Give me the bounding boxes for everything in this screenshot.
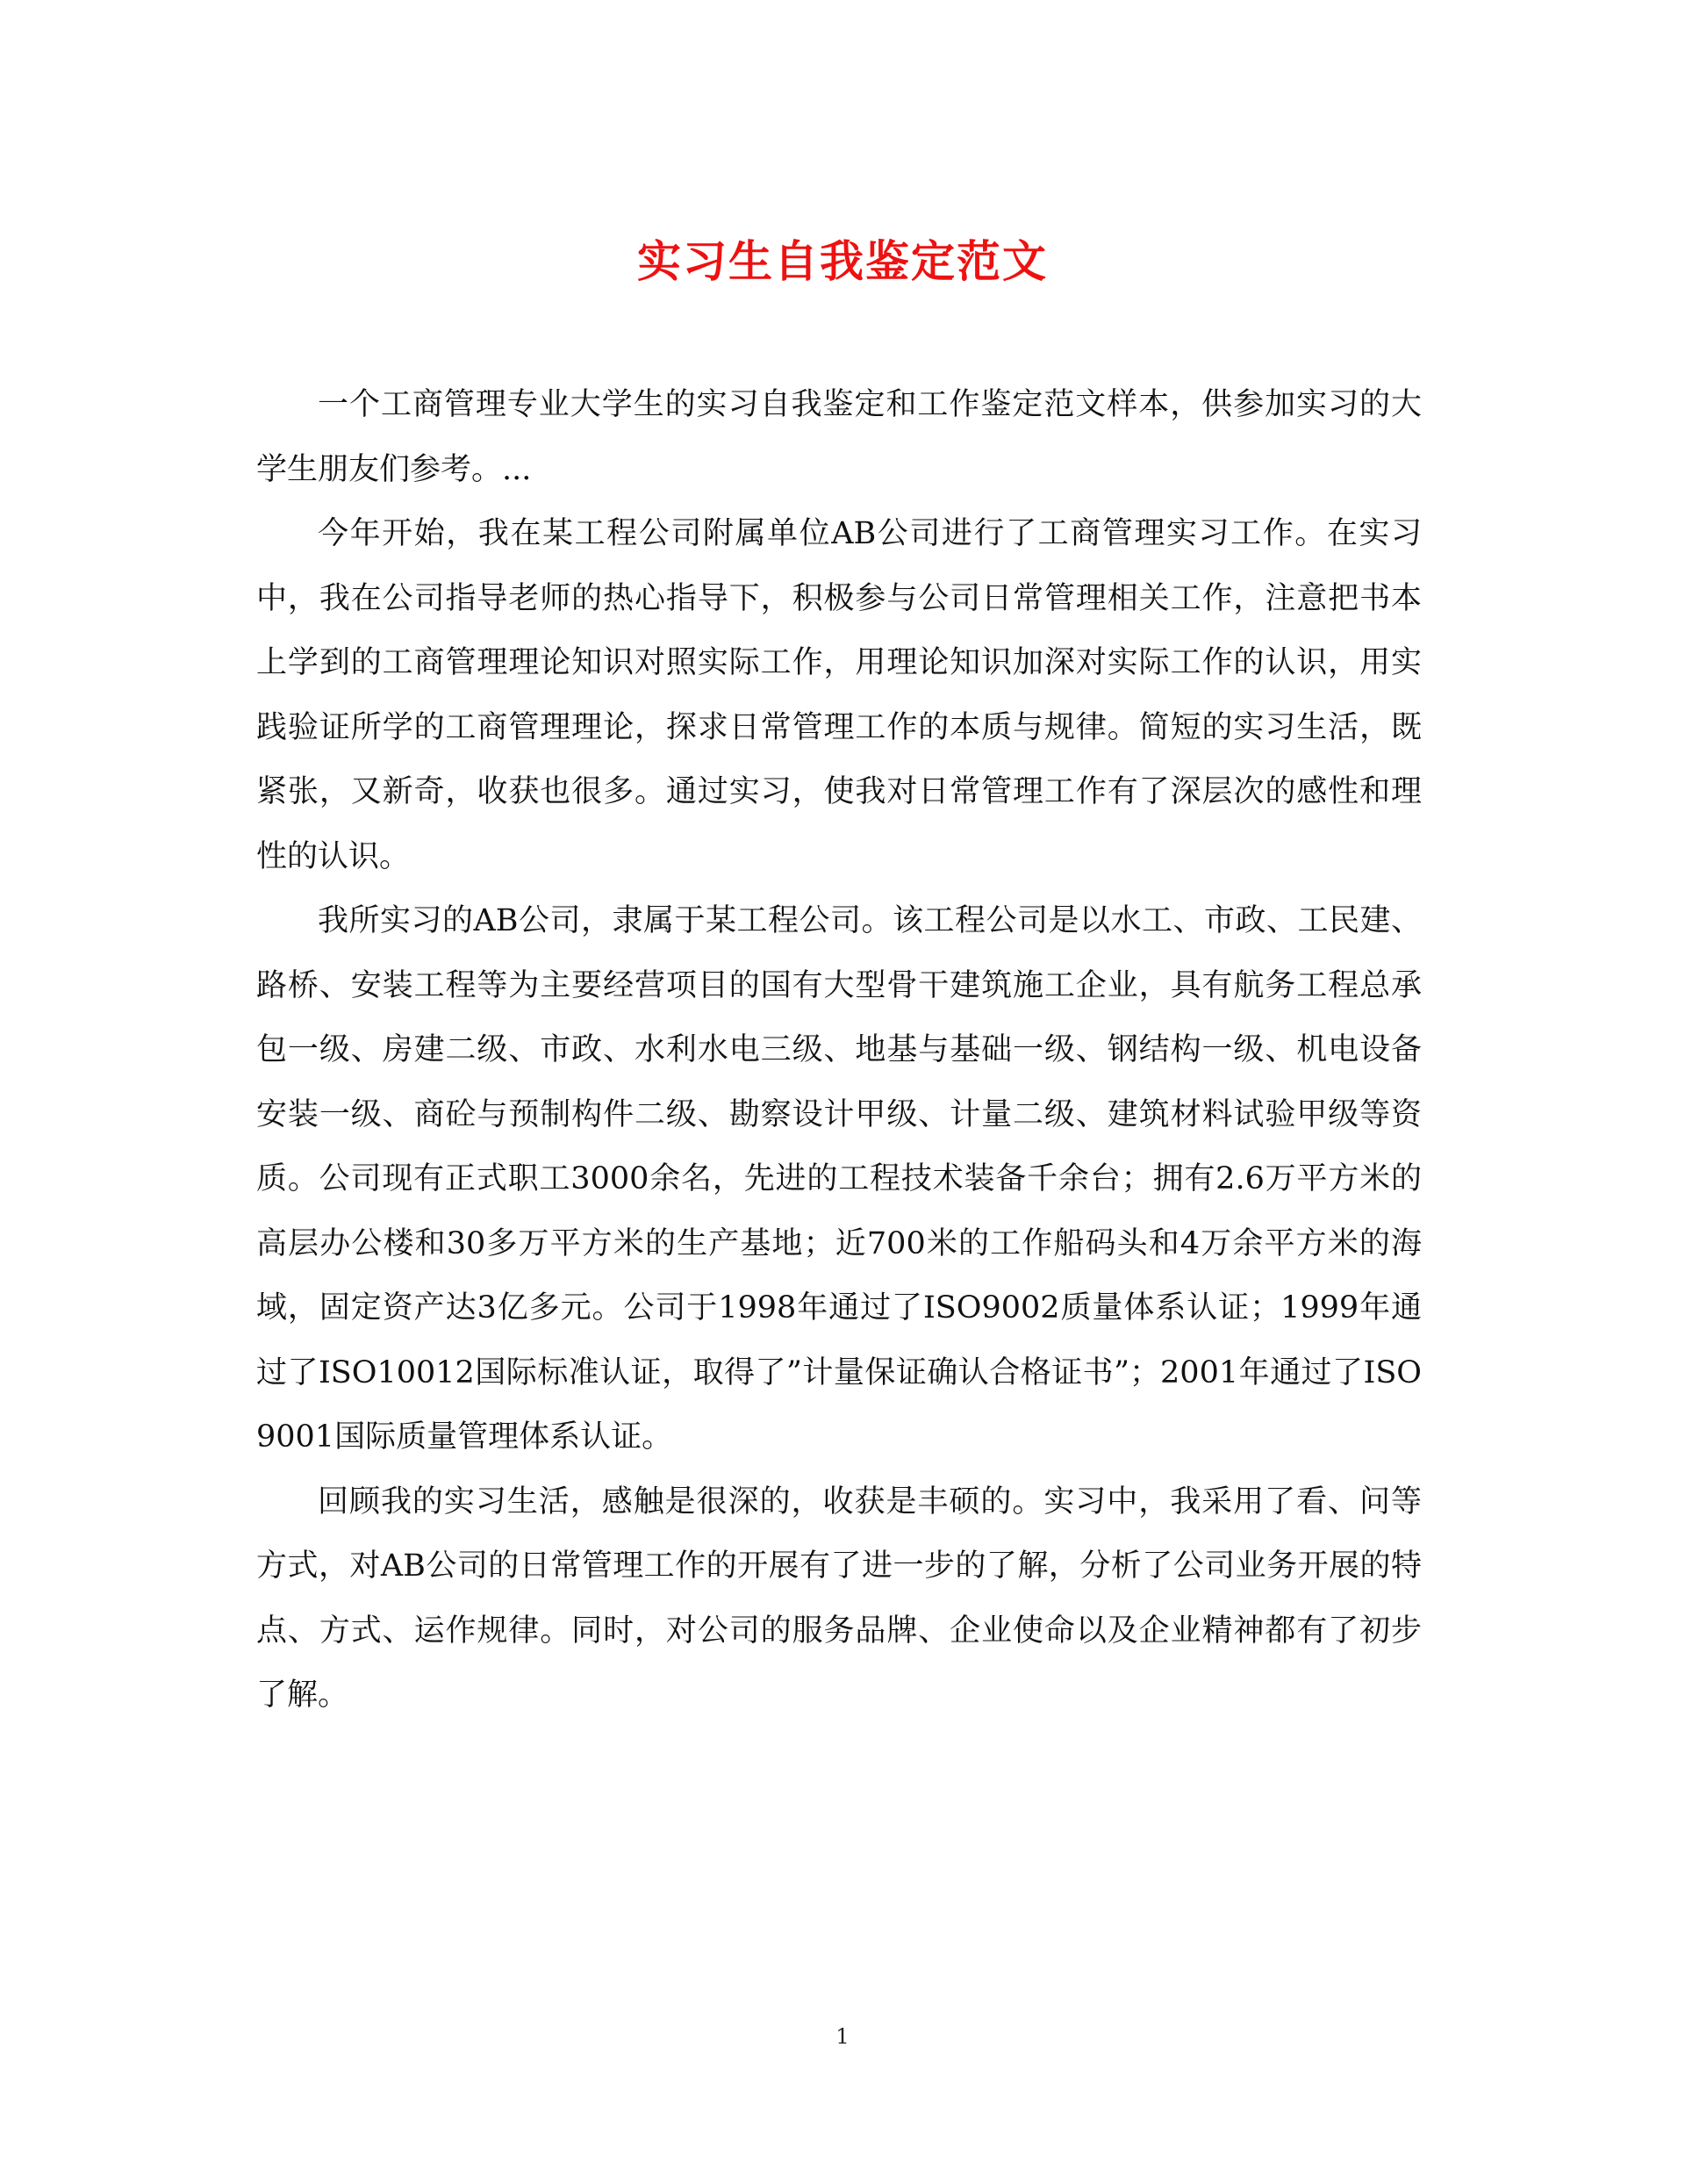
document-title: 实习生自我鉴定范文	[637, 235, 1048, 287]
page-number: 1	[835, 2024, 850, 2049]
paragraph-internship-start: 今年开始，我在某工程公司附属单位AB公司进行了工商管理实习工作。在实习中，我在公司指导老师的热心指导下，积极参与公司日常管理相关工作，注意把书本上学到的工商管理理论知识对照实际工作，用理论知识加深对实际工作的认识，用实践验证所学的工商管理理论，探求日常管理工作的本质与规律。简短的实习生活，既紧张，又新奇，收获也很多。通过实习，使我对日常管理工作有了深层次的感性和理性的认识。	[256, 516, 1422, 874]
paragraph-reflection: 回顾我的实习生活，感触是很深的，收获是丰硕的。实习中，我采用了看、问等方式，对AB公司的日常管理工作的开展有了进一步的了解，分析了公司业务开展的特点、方式、运作规律。同时，对公司的服务品牌、企业使命以及企业精神都有了初步了解。	[256, 1484, 1422, 1713]
paragraph-company-profile: 我所实习的AB公司，隶属于某工程公司。该工程公司是以水工、市政、工民建、路桥、安装工程等为主要经营项目的国有大型骨干建筑施工企业，具有航务工程总承包一级、房建二级、市政、水利水电三级、地基与基础一级、钢结构一级、机电设备安装一级、商砼与预制构件二级、勘察设计甲级、计量二级、建筑材料试验甲级等资质。公司现有正式职工3000余名，先进的工程技术装备千余台；拥有2.6万平方米的高层办公楼和30多万平方米的生产基地；近700米的工作船码头和4万余平方米的海域，固定资产达3亿多元。公司于1998年通过了ISO9002质量体系认证；1999年通过了ISO10012国际标准认证，取得了”计量保证确认合格证书”；2001年通过了ISO9001国际质量管理体系认证。	[256, 903, 1422, 1455]
document-body	[256, 373, 1422, 1728]
paragraph-intro: 一个工商管理专业大学生的实习自我鉴定和工作鉴定范文样本，供参加实习的大学生朋友们参考。...	[256, 387, 1422, 487]
